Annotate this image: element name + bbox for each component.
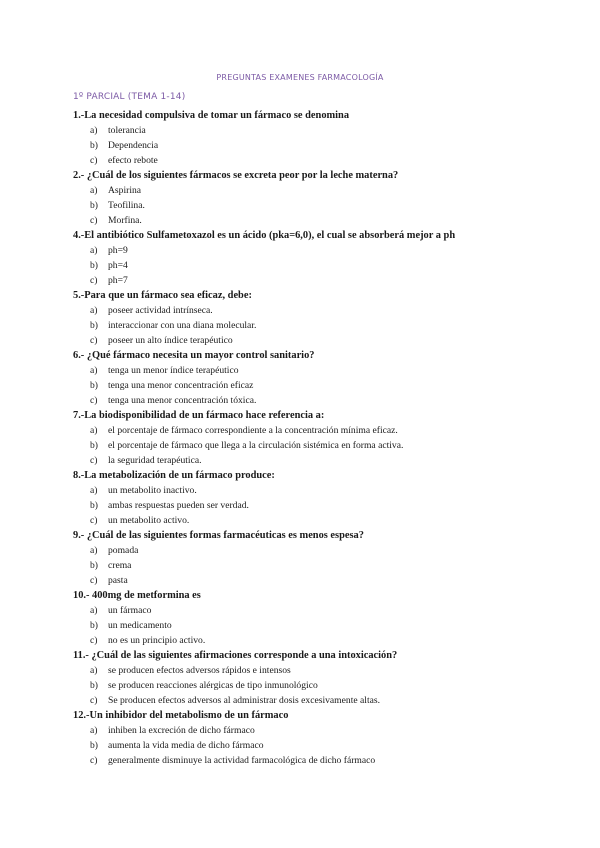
option-letter: c) bbox=[90, 335, 98, 346]
option-text: Morfina. bbox=[108, 215, 142, 226]
question-text: 4.-El antibiótico Sulfametoxazol es un ácido (pka=6,0), el cual se absorberá mejor a ph bbox=[73, 230, 456, 241]
option-text: crema bbox=[108, 560, 132, 571]
answer-option bbox=[73, 483, 573, 498]
option-letter: c) bbox=[90, 695, 98, 706]
question-text: 2.- ¿Cuál de los siguientes fármacos se excreta peor por la leche materna? bbox=[73, 170, 399, 181]
question-text: 9.- ¿Cuál de las siguientes formas farmacéuticas es menos espesa? bbox=[73, 530, 364, 541]
question-text: 8.-La metabolización de un fármaco produce: bbox=[73, 470, 275, 481]
option-letter: b) bbox=[90, 740, 98, 751]
answer-option bbox=[73, 558, 573, 573]
answer-option bbox=[73, 663, 573, 678]
question-text: 12.-Un inhibidor del metabolismo de un fármaco bbox=[73, 710, 289, 721]
answer-option bbox=[73, 243, 573, 258]
option-text: el porcentaje de fármaco que llega a la circulación sistémica en forma activa. bbox=[108, 440, 404, 451]
option-text: pasta bbox=[108, 575, 128, 586]
option-text: ambas respuestas pueden ser verdad. bbox=[108, 500, 249, 511]
option-letter: b) bbox=[90, 560, 98, 571]
option-text: inhiben la excreción de dicho fármaco bbox=[108, 725, 255, 736]
option-text: un fármaco bbox=[108, 605, 152, 616]
option-letter: b) bbox=[90, 680, 98, 691]
option-letter: a) bbox=[90, 365, 98, 376]
option-letter: c) bbox=[90, 755, 98, 766]
option-letter: c) bbox=[90, 155, 98, 166]
option-letter: a) bbox=[90, 725, 98, 736]
option-letter: a) bbox=[90, 305, 98, 316]
option-text: pomada bbox=[108, 545, 139, 556]
option-letter: b) bbox=[90, 140, 98, 151]
answer-option bbox=[73, 633, 573, 648]
answer-option bbox=[73, 258, 573, 273]
answer-option bbox=[73, 678, 573, 693]
answer-option bbox=[73, 603, 573, 618]
answer-option bbox=[73, 393, 573, 408]
answer-option bbox=[73, 333, 573, 348]
option-text: tenga una menor concentración tóxica. bbox=[108, 395, 257, 406]
section-heading: 1º PARCIAL (TEMA 1-14) bbox=[73, 92, 186, 102]
answer-option bbox=[73, 183, 573, 198]
option-letter: c) bbox=[90, 395, 98, 406]
answer-option bbox=[73, 213, 573, 228]
answer-option bbox=[73, 738, 573, 753]
option-text: se producen efectos adversos rápidos e intensos bbox=[108, 665, 291, 676]
option-letter: c) bbox=[90, 215, 98, 226]
option-text: no es un principio activo. bbox=[108, 635, 206, 646]
option-letter: a) bbox=[90, 245, 98, 256]
answer-option bbox=[73, 438, 573, 453]
option-text: poseer actividad intrínseca. bbox=[108, 305, 213, 316]
question-text: 7.-La biodisponibilidad de un fármaco hace referencia a: bbox=[73, 410, 325, 421]
question-list bbox=[73, 108, 573, 768]
option-letter: a) bbox=[90, 425, 98, 436]
option-text: un metabolito activo. bbox=[108, 515, 190, 526]
answer-option bbox=[73, 498, 573, 513]
question-text: 5.-Para que un fármaco sea eficaz, debe: bbox=[73, 290, 252, 301]
answer-option bbox=[73, 543, 573, 558]
answer-option bbox=[73, 573, 573, 588]
option-letter: b) bbox=[90, 260, 98, 271]
option-letter: c) bbox=[90, 275, 98, 286]
option-text: el porcentaje de fármaco correspondiente a la concentración mínima eficaz. bbox=[108, 425, 398, 436]
answer-option bbox=[73, 138, 573, 153]
option-text: ph=4 bbox=[108, 260, 128, 271]
option-letter: a) bbox=[90, 545, 98, 556]
answer-option bbox=[73, 423, 573, 438]
option-text: ph=7 bbox=[108, 275, 128, 286]
option-text: tenga una menor concentración eficaz bbox=[108, 380, 254, 391]
answer-option bbox=[73, 753, 573, 768]
option-letter: a) bbox=[90, 605, 98, 616]
option-text: tolerancia bbox=[108, 125, 146, 136]
option-text: interaccionar con una diana molecular. bbox=[108, 320, 257, 331]
answer-option bbox=[73, 723, 573, 738]
option-text: Dependencia bbox=[108, 140, 159, 151]
answer-option bbox=[73, 693, 573, 708]
answer-option bbox=[73, 303, 573, 318]
answer-option bbox=[73, 513, 573, 528]
option-letter: c) bbox=[90, 575, 98, 586]
answer-option bbox=[73, 363, 573, 378]
option-letter: c) bbox=[90, 455, 98, 466]
option-text: ph=9 bbox=[108, 245, 128, 256]
option-text: efecto rebote bbox=[108, 155, 158, 166]
option-letter: b) bbox=[90, 320, 98, 331]
option-text: generalmente disminuye la actividad farmacológica de dicho fármaco bbox=[108, 755, 376, 766]
answer-option bbox=[73, 153, 573, 168]
document-title: PREGUNTAS EXAMENES FARMACOLOGÍA bbox=[216, 73, 384, 82]
option-text: Aspirina bbox=[108, 185, 142, 196]
option-text: aumenta la vida media de dicho fármaco bbox=[108, 740, 264, 751]
option-letter: c) bbox=[90, 515, 98, 526]
option-letter: b) bbox=[90, 620, 98, 631]
question-text: 6.- ¿Qué fármaco necesita un mayor control sanitario? bbox=[73, 350, 315, 361]
option-text: Se producen efectos adversos al administrar dosis excesivamente altas. bbox=[108, 695, 380, 706]
option-letter: a) bbox=[90, 125, 98, 136]
answer-option bbox=[73, 318, 573, 333]
option-text: la seguridad terapéutica. bbox=[108, 455, 202, 466]
option-text: Teofilina. bbox=[108, 200, 145, 211]
option-text: se producen reacciones alérgicas de tipo inmunológico bbox=[108, 680, 318, 691]
option-text: tenga un menor índice terapéutico bbox=[108, 365, 239, 376]
option-letter: c) bbox=[90, 635, 98, 646]
option-text: un metabolito inactivo. bbox=[108, 485, 197, 496]
answer-option bbox=[73, 618, 573, 633]
option-letter: b) bbox=[90, 200, 98, 211]
option-letter: b) bbox=[90, 500, 98, 511]
option-letter: a) bbox=[90, 485, 98, 496]
answer-option bbox=[73, 378, 573, 393]
option-text: poseer un alto índice terapéutico bbox=[108, 335, 233, 346]
answer-option bbox=[73, 273, 573, 288]
answer-option bbox=[73, 453, 573, 468]
option-letter: b) bbox=[90, 380, 98, 391]
option-letter: a) bbox=[90, 665, 98, 676]
question-text: 11.- ¿Cuál de las siguientes afirmaciones corresponde a una intoxicación? bbox=[73, 650, 398, 661]
option-letter: b) bbox=[90, 440, 98, 451]
option-text: un medicamento bbox=[108, 620, 172, 631]
question-text: 10.- 400mg de metformina es bbox=[73, 590, 201, 601]
answer-option bbox=[73, 198, 573, 213]
answer-option bbox=[73, 123, 573, 138]
option-letter: a) bbox=[90, 185, 98, 196]
question-text: 1.-La necesidad compulsiva de tomar un fármaco se denomina bbox=[73, 110, 350, 121]
